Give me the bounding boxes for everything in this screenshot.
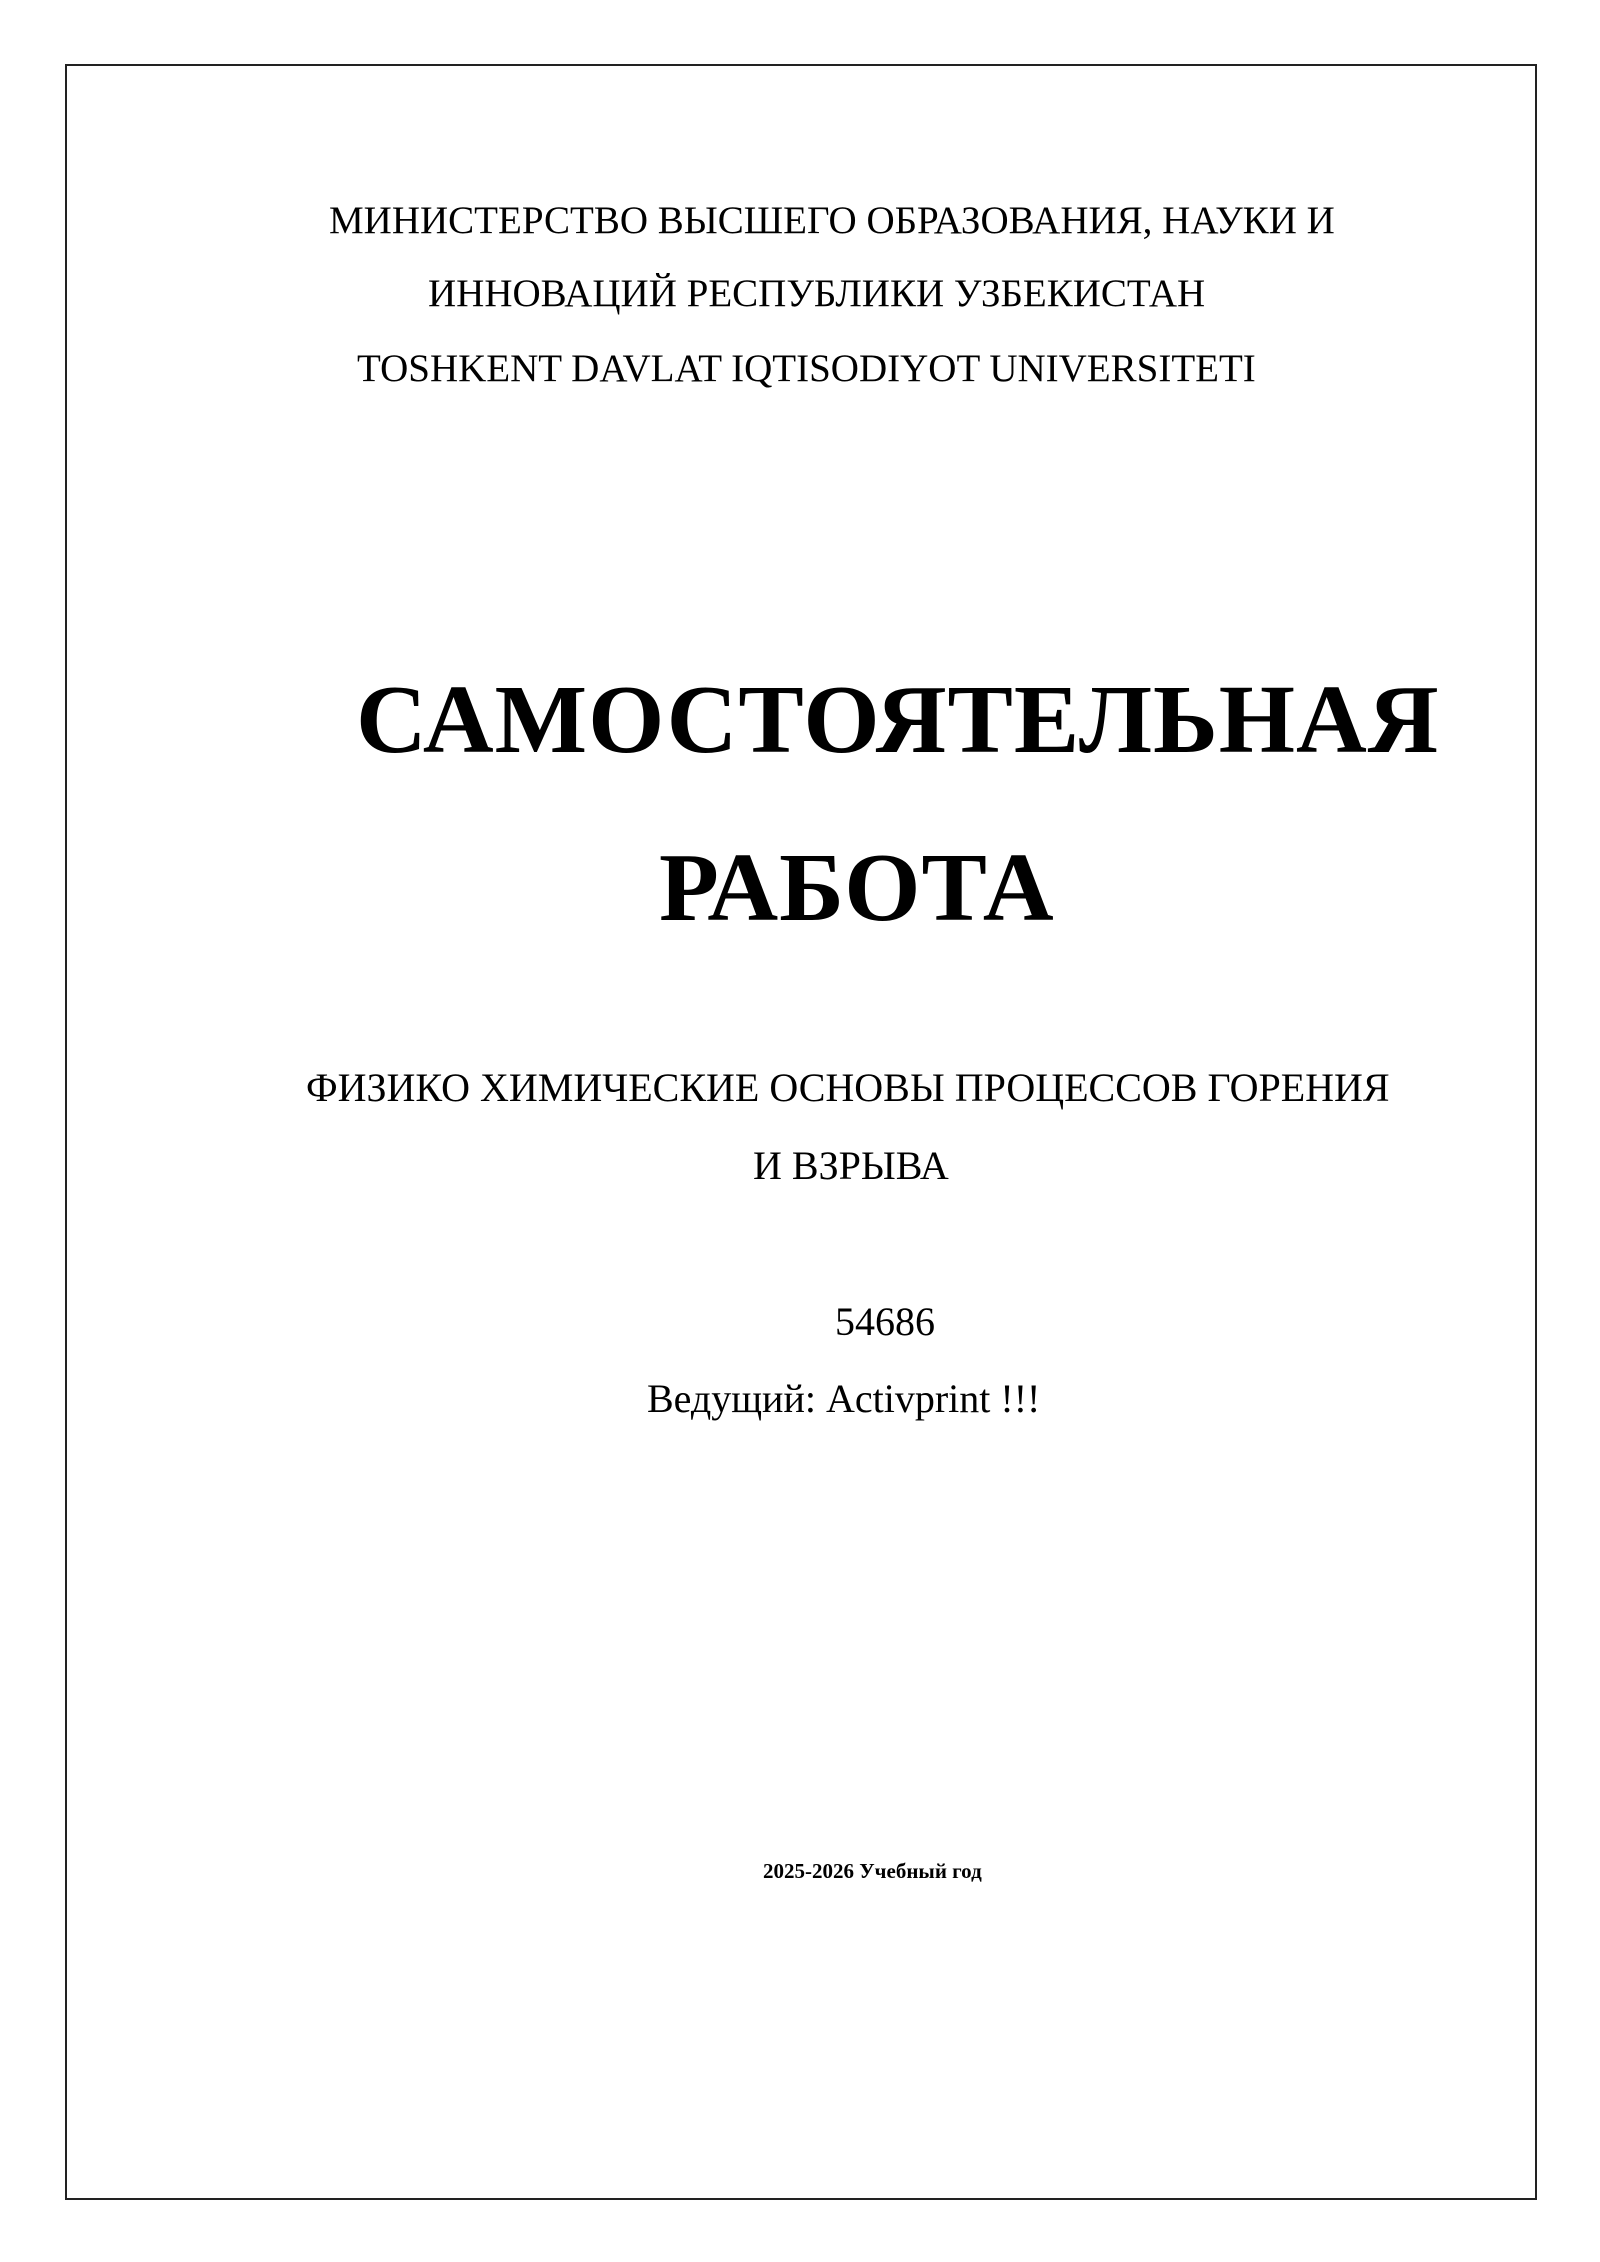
ministry-line-1: МИНИСТЕРСТВО ВЫСШЕГО ОБРАЗОВАНИЯ, НАУКИ И	[329, 199, 1335, 242]
academic-year: 2025-2026 Учебный год	[763, 1859, 982, 1883]
university-name: TOSHKENT DAVLAT IQTISODIYOT UNIVERSITETI	[357, 347, 1256, 390]
ministry-line-2: ИННОВАЦИЙ РЕСПУБЛИКИ УЗБЕКИСТАН	[428, 272, 1206, 315]
subject-line-2: И ВЗРЫВА	[753, 1143, 949, 1188]
work-code: 54686	[835, 1299, 935, 1344]
lead-name: Ведущий: Activprint !!!	[647, 1376, 1041, 1421]
work-title-line-2: РАБОТА	[659, 834, 1055, 942]
work-title-line-1: САМОСТОЯТЕЛЬНАЯ	[356, 666, 1440, 774]
subject-line-1: ФИЗИКО ХИМИЧЕСКИЕ ОСНОВЫ ПРОЦЕССОВ ГОРЕНИЯ	[306, 1065, 1390, 1110]
